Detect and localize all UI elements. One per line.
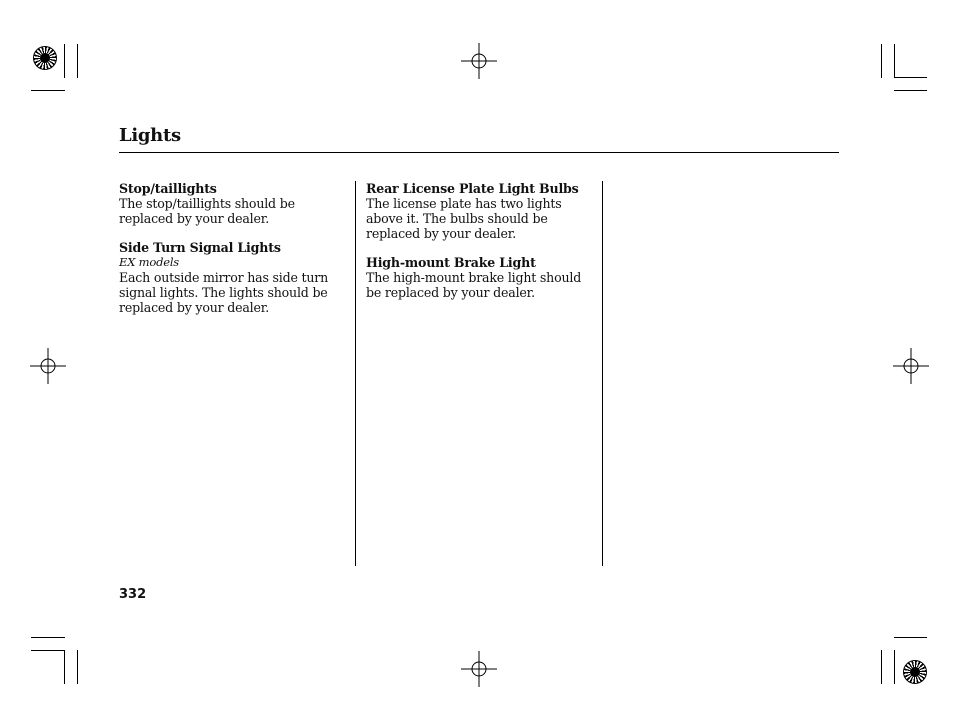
section-heading-license-plate: Rear License Plate Light Bulbs (366, 181, 579, 196)
crop-mark-top-left-v1 (64, 44, 65, 78)
crop-mark-top-left-v2 (77, 44, 78, 78)
section-heading-stop-taillights: Stop/taillights (119, 181, 217, 196)
column-divider (355, 181, 356, 566)
body-text-line: replaced by your dealer. (119, 211, 269, 226)
crop-mark-bottom-right-v1 (881, 650, 882, 684)
crop-mark-top-right-v2 (894, 44, 895, 78)
body-text-line: replaced by your dealer. (366, 226, 516, 241)
page-number: 332 (119, 587, 147, 602)
body-text-line: be replaced by your dealer. (366, 285, 535, 300)
crop-mark-bottom-left-v2 (77, 650, 78, 684)
body-text-line: signal lights. The lights should be (119, 285, 328, 300)
crop-mark-top-right-h2 (894, 90, 927, 91)
body-text-line: above it. The bulbs should be (366, 211, 548, 226)
registration-target-icon (903, 660, 927, 684)
body-text-line: replaced by your dealer. (119, 300, 269, 315)
crop-mark-top-left-h (31, 90, 65, 91)
left-column (119, 181, 344, 315)
section-heading-high-mount-brake: High-mount Brake Light (366, 255, 536, 270)
crop-mark-bottom-left-h2 (31, 650, 65, 651)
crop-mark-top-right-v1 (881, 44, 882, 78)
body-text-line: The license plate has two lights (366, 196, 562, 211)
middle-column (366, 181, 596, 300)
model-note: EX models (119, 255, 180, 269)
title-underline (119, 152, 839, 153)
column-divider (602, 181, 603, 566)
crop-mark-bottom-left-v1 (64, 650, 65, 684)
body-text-line: The stop/taillights should be (119, 196, 295, 211)
crop-mark-bottom-right-v2 (894, 650, 895, 684)
body-text-line: The high-mount brake light should (366, 270, 582, 285)
crop-mark-bottom-left-h1 (31, 637, 65, 638)
crosshair-top-icon (461, 43, 497, 79)
crosshair-bottom-icon (461, 651, 497, 687)
crosshair-left-icon (30, 348, 66, 384)
body-text-line: Each outside mirror has side turn (119, 270, 329, 285)
crosshair-right-icon (893, 348, 929, 384)
crop-mark-top-right-h1 (894, 77, 927, 78)
page-title: Lights (119, 125, 181, 146)
crop-mark-bottom-right-h (894, 637, 927, 638)
registration-target-icon (33, 46, 57, 70)
section-heading-side-turn-signal: Side Turn Signal Lights (119, 240, 281, 255)
